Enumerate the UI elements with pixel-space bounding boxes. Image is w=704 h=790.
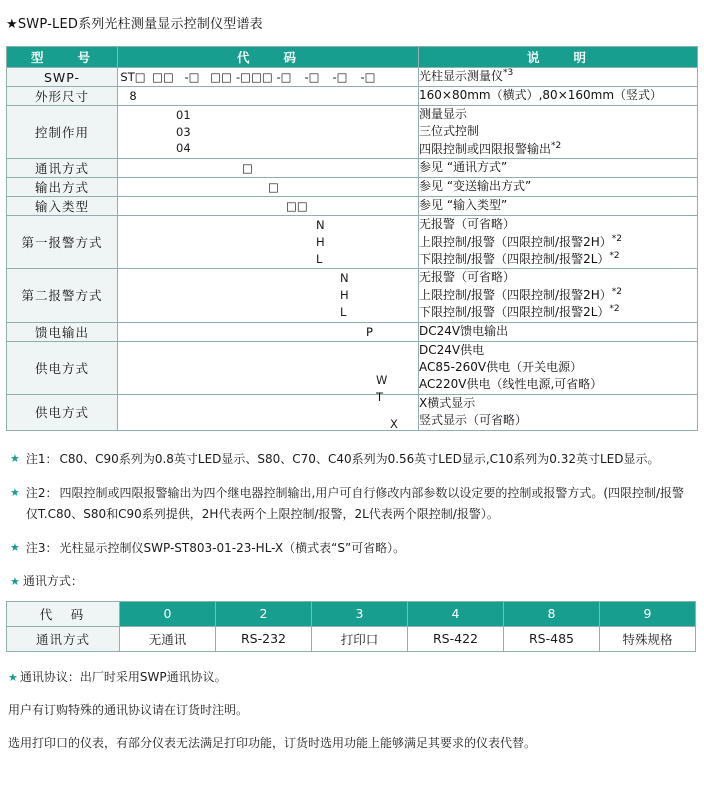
row-code-power-feed [118,322,419,341]
row-label-dimensions: 外形尺寸 [7,87,118,106]
comm-code-2: 2 [216,601,312,626]
note-label: 注2： [25,485,58,500]
code-slot: □ [242,161,253,176]
code-slot: X [390,417,398,432]
note-label: 注1： [25,451,58,466]
comm-value-4: RS-422 [408,626,504,651]
note-content: C80、C90系列为0.8英寸LED显示、S80、C70、C40系列为0.56英寸LED显示,C10系列为0.32英寸LED显示。 [59,451,660,466]
comm-value-0: 无通讯 [120,626,216,651]
code-slot: H [316,234,325,249]
row-description-alarm1 [419,216,698,269]
code-slot: 8 [129,89,137,103]
code-slot: □ [268,180,279,195]
row-description-power-feed [419,322,698,341]
code-slot: □□ [210,70,232,84]
row-code-control-action [118,106,419,159]
comm-table [6,601,696,652]
code-slot: 03 [176,124,191,139]
desc-line: DC24V馈电输出 [419,323,509,338]
star-icon: ★ [8,670,18,684]
table-row [7,106,698,159]
note-item [10,538,696,559]
row-description-model [419,68,698,87]
table-row [7,87,698,106]
note-item [10,483,696,525]
column-header-description: 说 明 [419,47,698,68]
code-slot: -□ [360,70,376,84]
code-slot: T [376,389,384,404]
desc-line: DC24V供电 [419,342,485,357]
row-description-comm-mode [419,159,698,178]
footer-note-printer [8,734,704,753]
row-code-dimensions [118,87,419,106]
desc-line: 参见 “变送输出方式” [419,179,532,194]
footer-note-text: 用户有订购特殊的通讯协议请在订货时注明。 [8,703,249,718]
code-slot: 01 [176,108,191,123]
code-slot: -□ [184,70,200,84]
footer-notes [8,668,704,754]
star-icon: ★ [10,451,20,465]
row-label-model: SWP- [7,68,118,87]
footer-note-protocol [8,668,704,687]
desc-line: 无报警（可省略） [419,270,516,285]
comm-value-2: RS-232 [216,626,312,651]
row-description-output-mode [419,178,698,197]
row-code-alarm2 [118,269,419,322]
note-content: 光柱显示控制仪SWP-ST803-01-23-HL-X（横式表“S”可省略）。 [59,540,406,555]
table-row [7,197,698,216]
table-row [7,68,698,87]
code-slot: 04 [176,141,191,156]
note-text [26,538,405,559]
table-row [7,322,698,341]
column-header-code: 代 码 [118,47,419,68]
row-label-display-mode: 供电方式 [7,394,118,430]
desc-line: X横式显示 [419,395,476,410]
comm-code-3: 3 [312,601,408,626]
desc-line: 160×80mm（横式）,80×160mm（竖式） [419,88,663,103]
star-icon: ★ [10,485,20,499]
notes-list [0,449,704,559]
table-row [7,159,698,178]
row-label-comm-mode: 通讯方式 [7,159,118,178]
column-header-model: 型 号 [7,47,118,68]
desc-line: 下限控制/报警（四限控制/报警2L）$^{*2}$ [419,304,620,320]
code-slot: P [366,324,373,339]
table-row [7,341,698,394]
desc-line: AC85-260V供电（开关电源） [419,359,583,374]
table-row [7,626,696,651]
row-code-display-mode [118,394,419,430]
desc-line: 无报警（可省略） [419,217,516,232]
desc-line: AC220V供电（线性电源,可省略） [419,377,603,392]
row-description-control-action [419,106,698,159]
table-row [7,216,698,269]
row-description-supply-mode [419,341,698,394]
spec-table-header-row [7,47,698,68]
note-item [10,449,696,470]
comm-value-9: 特殊规格 [600,626,696,651]
desc-line: 下限控制/报警（四限控制/报警2L）$^{*2}$ [419,250,620,266]
desc-line: 四限控制或四限报警输出$^{*2}$ [419,140,562,156]
row-code-input-type [118,197,419,216]
code-slot: -□ [276,70,292,84]
comm-row-label: 通讯方式 [7,626,120,651]
note-content: 四限控制或四限报警输出为四个继电器控制输出,用户可自行修改内部参数以设定要的控制或报警方式。(四限控制/报警仅T.C80、S80和C90系列提供，2H代表两个上限控制/报警，2L代表两个限控制/报警）。 [25,485,685,521]
comm-section-heading [10,572,704,591]
page-title: ★SWP-LED系列光柱测量显示控制仪型谱表 [6,17,263,32]
code-slot: ST□ [120,70,146,84]
comm-code-4: 4 [408,601,504,626]
code-slot: L [340,304,347,319]
comm-code-8: 8 [504,601,600,626]
table-row [7,178,698,197]
comm-column-header-code: 代 码 [7,601,120,626]
code-slot: N [316,218,325,233]
code-slot: L [316,251,323,266]
footer-note-text: 通讯协议：出厂时采用SWP通讯协议。 [19,669,227,684]
desc-line: 参见 “通讯方式” [419,160,508,175]
row-label-supply-mode: 供电方式 [7,341,118,394]
row-label-power-feed: 馈电输出 [7,322,118,341]
row-description-display-mode [419,394,698,430]
code-slot: -□□□ [236,70,273,84]
row-description-alarm2 [419,269,698,322]
row-description-input-type [419,197,698,216]
row-label-alarm2: 第二报警方式 [7,269,118,322]
star-icon: ★ [10,574,20,588]
comm-value-3: 打印口 [312,626,408,651]
desc-line: 上限控制/报警（四限控制/报警2H）$^{*2}$ [419,233,622,249]
code-slot: -□ [332,70,348,84]
footer-note-text: 选用打印口的仪表，有部分仪表无法满足打印功能，订货时选用功能上能够满足其要求的仪表代替。 [8,736,537,751]
code-slot: -□ [304,70,320,84]
comm-table-header-row [7,601,696,626]
desc-line: 测量显示 [419,107,468,121]
desc-line: 三位式控制 [419,124,480,139]
row-description-dimensions [419,87,698,106]
desc-line: 参见 “输入类型” [419,198,508,213]
desc-line: 竖式显示（可省略） [419,413,528,428]
code-slot: W [376,372,388,387]
row-code-comm-mode [118,159,419,178]
comm-heading-label: 通讯方式： [22,573,83,588]
table-row [7,394,698,430]
footer-note-custom-protocol [8,701,704,720]
row-label-control-action: 控制作用 [7,106,118,159]
comm-value-8: RS-485 [504,626,600,651]
comm-code-9: 9 [600,601,696,626]
spec-table [6,46,698,431]
row-label-input-type: 输入类型 [7,197,118,216]
note-text [26,483,696,525]
row-code-model [118,68,419,87]
row-code-supply-mode [118,341,419,404]
row-label-alarm1: 第一报警方式 [7,216,118,269]
code-slot: □□ [152,70,174,84]
note-label: 注3： [25,540,58,555]
row-code-output-mode [118,178,419,197]
comm-code-0: 0 [120,601,216,626]
row-label-output-mode: 输出方式 [7,178,118,197]
desc-line: 光柱显示测量仪$^{*3}$ [419,68,514,84]
code-slot: H [340,288,349,303]
row-code-alarm1 [118,216,419,269]
table-row [7,269,698,322]
desc-line: 上限控制/报警（四限控制/报警2H）$^{*2}$ [419,286,622,302]
note-text [26,449,660,470]
star-icon: ★ [10,540,20,554]
code-slot: N [340,271,349,286]
code-slot: □□ [286,199,308,214]
